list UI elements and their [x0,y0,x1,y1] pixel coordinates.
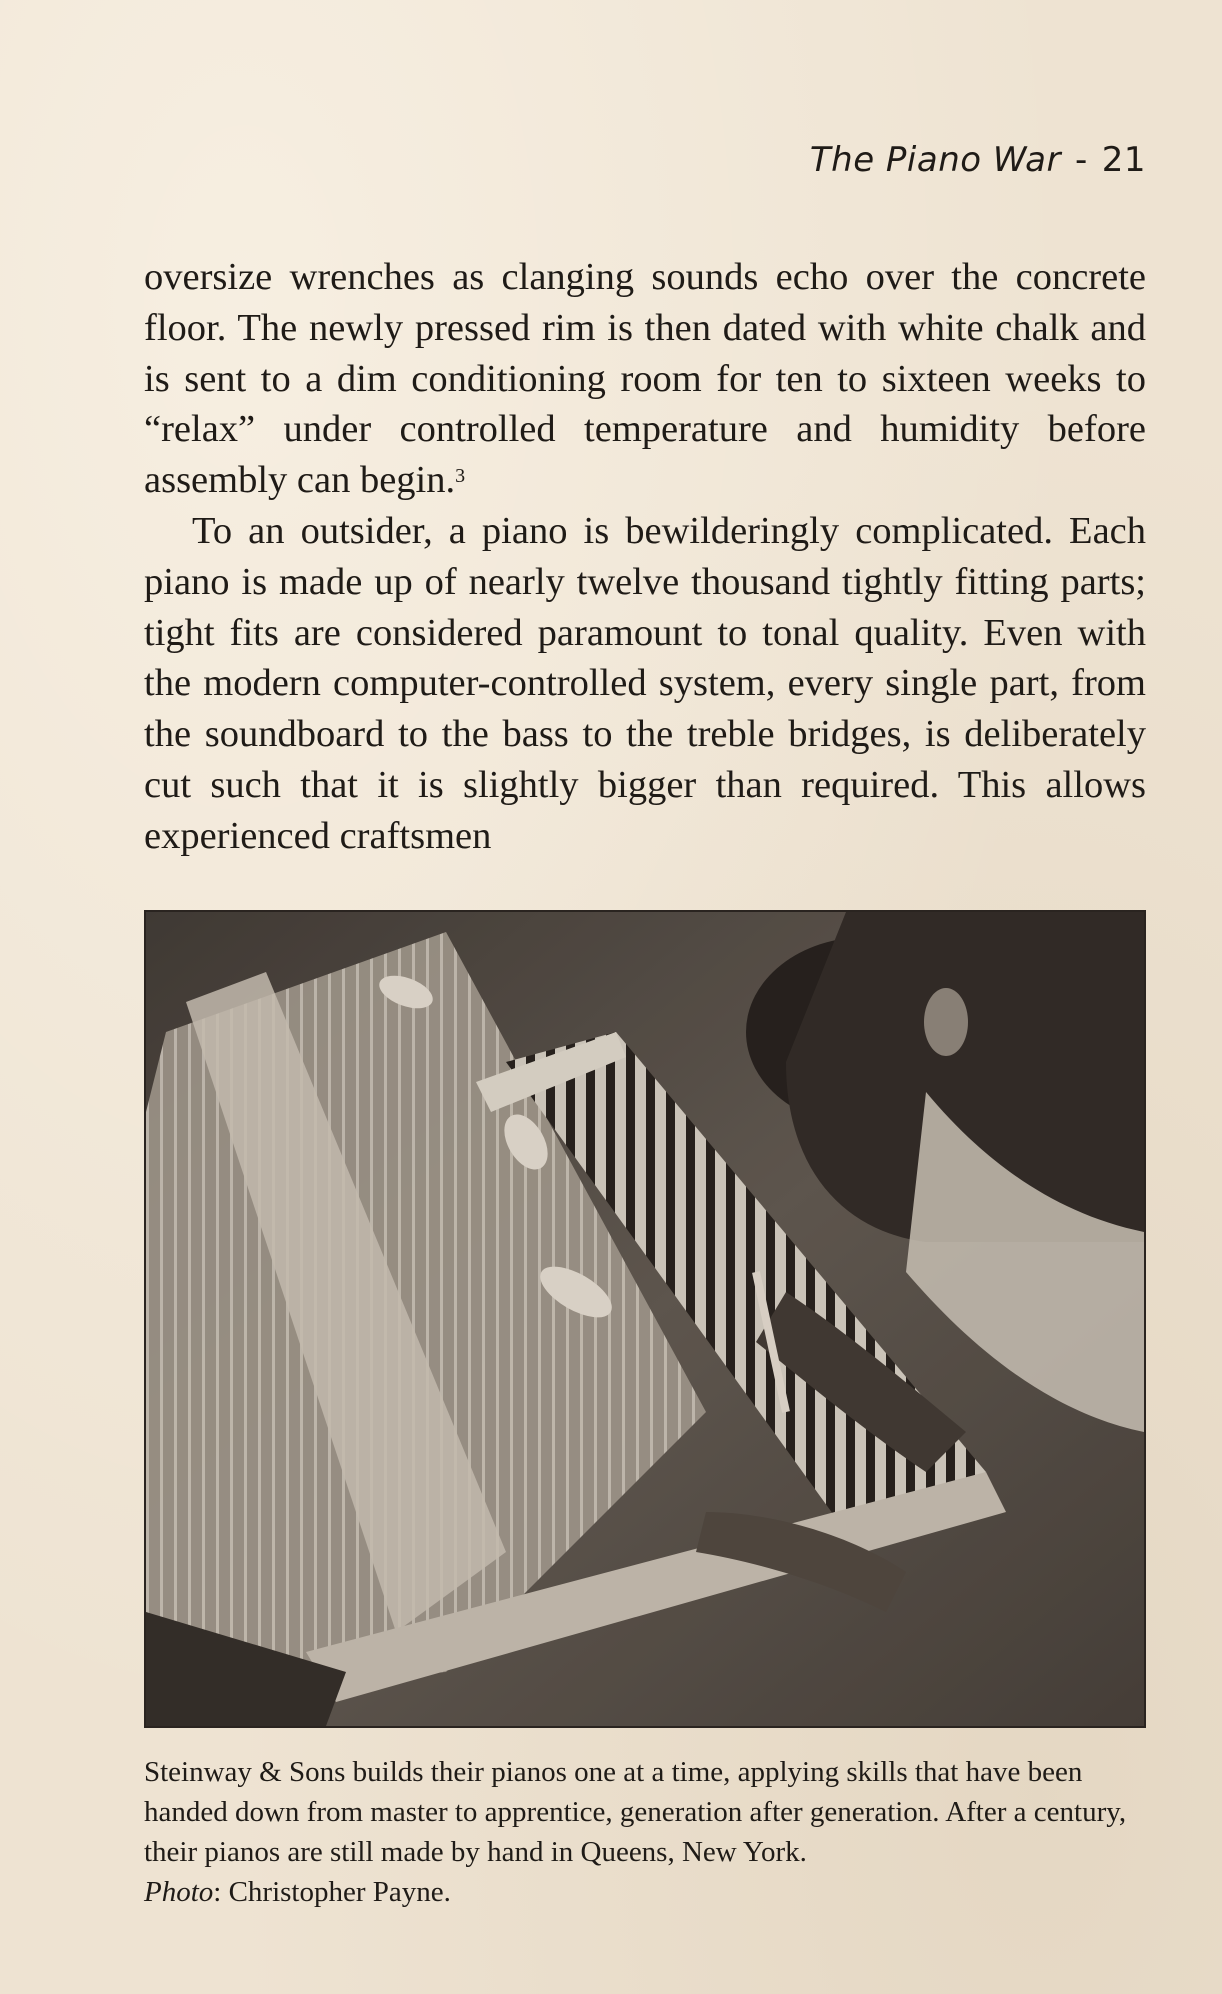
page-number: 21 [1101,140,1146,180]
footnote-reference: 3 [455,465,466,488]
paragraph: To an outsider, a piano is bewilderingly complicated. Each piano is made up of nearly twelve thousand tightly fitting parts; tight fits are considered paramount to tonal quality. Even with the modern computer-controlled system, every single part, from the soundboard to the bass to the treble bridges, is deliberately cut such that it is slightly bigger than required. This allows experienced craftsmen [144,509,1146,857]
photo-illustration [146,912,1144,1726]
photo-piano-craftsman [144,910,1146,1728]
credit-name: : Christopher Payne. [213,1876,451,1908]
running-head-separator: - [1074,140,1088,180]
paragraph-text: oversize wrenches as clanging sounds echo over the concrete floor. The newly pressed rim is then dated with white chalk and is sent to a dim conditioning room for ten to sixteen weeks to “relax” under controlled temperature and humidity before assembly can begin. [144,256,1146,502]
caption-text: Steinway & Sons builds their pianos one at a time, applying skills that have been handed down from master to apprentice, generation after generation. After a century, their pianos are still made by hand in Queens, New York. [144,1756,1127,1868]
paragraph [144,252,1146,506]
photo-caption [144,1752,1146,1912]
credit-label: Photo [144,1876,214,1908]
running-head-title: The Piano War [809,140,1061,180]
photo-credit [144,1872,1146,1912]
running-head [810,140,1146,180]
body-text [144,252,1146,862]
